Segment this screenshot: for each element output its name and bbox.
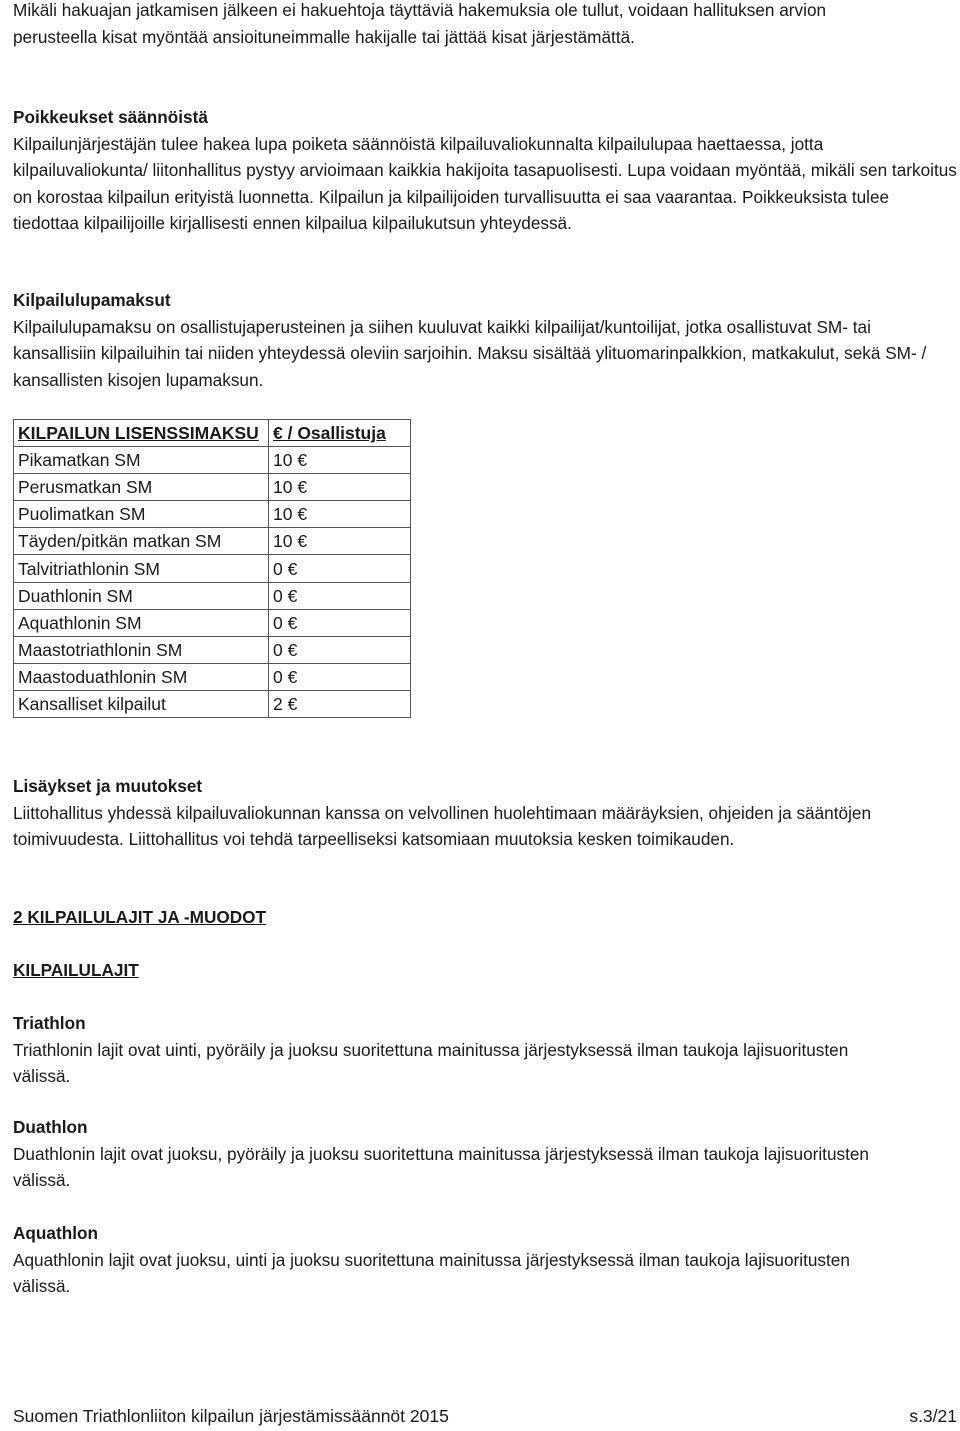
table-row (14, 528, 411, 555)
section-duathlon (13, 1114, 893, 1194)
sport-description: Duathlonin lajit ovat juoksu, pyöräily ja juoksu suoritettuna mainitussa järjestyksessä ilman taukoja lajisuoritusten välissä. (13, 1143, 869, 1190)
section-heading: Lisäykset ja muutokset (13, 776, 203, 796)
section-body: Kilpailunjärjestäjän tulee hakea lupa poiketa säännöistä kilpailuvaliokunnalta kilpailulupaa haettaessa, jotta kilpailuvaliokunta/ liitonhallitus pystyy arvioimaan kaikkia hakijoita tasapuolisesti. Lupa voidaan myöntää, mikäli sen tarkoitus on korostaa kilpailun erityistä luonnetta. Kilpailun ja kilpailijoiden turvallisuutta ei saa vaarantaa. Poikkeuksista tulee tiedottaa kilpailijoille kirjallisesti ennen kilpailua kilpailukutsun yhteydessä. (13, 133, 957, 233)
table-row (14, 690, 411, 717)
table-cell: 2 € (269, 690, 411, 717)
table-cell: 10 € (269, 447, 411, 474)
table-cell: Aquathlonin SM (14, 609, 269, 636)
sport-name: Triathlon (13, 1013, 86, 1033)
table-row (14, 447, 411, 474)
chapter-heading: 2 KILPAILULAJIT JA -MUODOT (13, 907, 267, 927)
section-body: Liittohallitus yhdessä kilpailuvaliokunnan kanssa on velvollinen huolehtimaan määräyksien, ohjeiden ja sääntöjen toimivuudesta. Liittohallitus voi tehdä tarpeelliseksi katsomiaan muutoksia kesken toimikauden. (13, 802, 872, 849)
table-cell: Talvitriathlonin SM (14, 555, 269, 582)
section-heading: Poikkeukset säännöistä (13, 107, 208, 127)
table-row (14, 636, 411, 663)
section-exceptions (13, 104, 958, 237)
table-cell: Puolimatkan SM (14, 501, 269, 528)
table-row (14, 609, 411, 636)
intro-paragraph: Mikäli hakuajan jatkamisen jälkeen ei hakuehtoja täyttäviä hakemuksia ole tullut, voidaan hallituksen arvion perusteella kisat myöntää ansioituneimmalle hakijalle tai jättää kisat järjestämättä. (13, 0, 827, 47)
table-cell: Pikamatkan SM (14, 447, 269, 474)
table-header-cell: € / Osallistuja (269, 420, 411, 447)
sport-description: Triathlonin lajit ovat uinti, pyöräily ja juoksu suoritettuna mainitussa järjestyksessä ilman taukoja lajisuoritusten välissä. (13, 1039, 849, 1086)
table-cell: 0 € (269, 636, 411, 663)
table-row (14, 555, 411, 582)
page-footer (13, 1403, 957, 1429)
section-heading: Kilpailulupamaksut (13, 290, 171, 310)
table-header-cell: KILPAILUN LISENSSIMAKSU (14, 420, 269, 447)
table-cell: 0 € (269, 555, 411, 582)
table-row (14, 663, 411, 690)
table-cell: 10 € (269, 528, 411, 555)
table-cell: 10 € (269, 501, 411, 528)
table-row (14, 501, 411, 528)
fee-table (13, 419, 411, 718)
table-row (14, 582, 411, 609)
section-body: Kilpailulupamaksu on osallistujaperusteinen ja siihen kuuluvat kaikki kilpailijat/kuntoilijat, jotka osallistuvat SM- tai kansallisiin kilpailuihin tai niiden yhteydessä oleviin sarjoihin. Maksu sisältää ylituomarinpalkkion, matkakulut, sekä SM- / kansallisten kisojen lupamaksun. (13, 316, 927, 390)
table-cell: Perusmatkan SM (14, 474, 269, 501)
table-cell: 0 € (269, 609, 411, 636)
table-row (14, 474, 411, 501)
page-number: s.3/21 (909, 1406, 957, 1426)
table-cell: Duathlonin SM (14, 582, 269, 609)
section-triathlon (13, 1010, 893, 1090)
table-cell: Maastotriathlonin SM (14, 636, 269, 663)
sport-description: Aquathlonin lajit ovat juoksu, uinti ja juoksu suoritettuna mainitussa järjestyksessä ilman taukoja lajisuoritusten välissä. (13, 1249, 850, 1296)
table-cell: 10 € (269, 474, 411, 501)
table-cell: Täyden/pitkän matkan SM (14, 528, 269, 555)
section-changes (13, 773, 948, 853)
footer-title: Suomen Triathlonliiton kilpailun järjestämissäännöt 2015 (13, 1406, 449, 1426)
sport-name: Duathlon (13, 1117, 88, 1137)
table-header-row (14, 420, 411, 447)
table-cell: 0 € (269, 582, 411, 609)
chapter-subheading: KILPAILULAJIT (13, 960, 139, 980)
table-cell: Maastoduathlonin SM (14, 663, 269, 690)
section-fees (13, 287, 958, 393)
table-cell: Kansalliset kilpailut (14, 690, 269, 717)
sport-name: Aquathlon (13, 1223, 98, 1243)
table-cell: 0 € (269, 663, 411, 690)
section-aquathlon (13, 1220, 893, 1300)
